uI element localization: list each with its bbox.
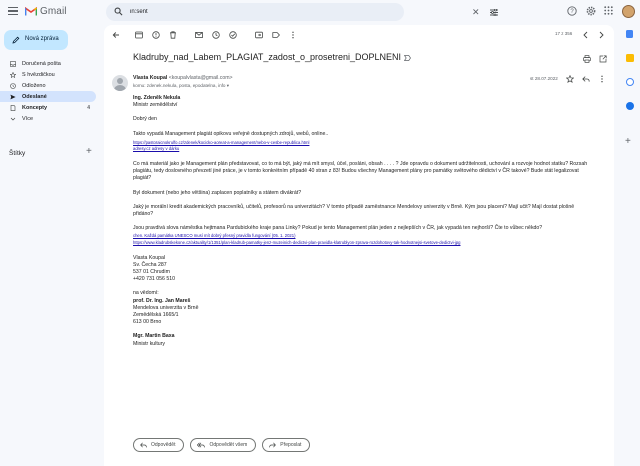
svg-text:?: ? <box>570 9 574 16</box>
paragraph-1: Takto vypadá Management plagiát opikovu veřejně dostupných zdrojů, webů, online.. <box>133 130 329 137</box>
sender-avatar[interactable] <box>112 75 128 91</box>
sidebar-item-inbox[interactable] <box>0 58 96 69</box>
search-input[interactable] <box>130 6 330 18</box>
reply-all-label: Odpovědět všem <box>209 442 248 448</box>
inbox-icon <box>10 61 16 67</box>
important-marker-icon[interactable] <box>404 55 411 61</box>
sidebar-item-sent[interactable] <box>0 91 96 102</box>
forward-button[interactable] <box>262 438 310 452</box>
sidebar-item-label: S hvězdičkou <box>22 71 55 78</box>
pagination-counter: 17 z 356 <box>555 31 573 36</box>
account-avatar[interactable] <box>622 5 635 18</box>
tasks-icon[interactable] <box>626 78 634 86</box>
pencil-icon <box>12 36 20 44</box>
reply-label: Odpovědět <box>151 442 176 448</box>
email-subject: Kladruby_nad_Labem_PLAGIAT_zadost_o_prosetreni_DOPLNENI <box>133 52 401 62</box>
cc-block <box>133 290 593 326</box>
cc2-title: Ministr kultury <box>133 340 165 347</box>
sender-email: <koupalvlasta@gmail.com> <box>168 75 233 81</box>
reply-icon[interactable] <box>582 75 590 83</box>
star-icon <box>10 72 16 78</box>
sidebar-nav <box>0 58 100 124</box>
help-icon[interactable] <box>567 6 577 16</box>
sidebar-item-label: Odloženo <box>22 82 46 89</box>
cc2-name: Mgr. Martin Baxa <box>133 333 175 340</box>
signature-city: 537 01 Chrudim <box>133 269 170 276</box>
main-menu-icon[interactable] <box>8 7 18 15</box>
reply-all-icon <box>197 442 205 448</box>
forward-label: Přeposlat <box>280 442 302 448</box>
recipients-text: komu: zdenek.nekula, posta, epodatelna, info <box>133 83 226 88</box>
link-4[interactable]: https://www.kladrubskekone.cz/aktuality/1/1351/plan-kladrub-pamatky-jenz-muzeinich-dedictvi-plan-pravidla-klatrublyon-zprava-rozdohotovy-tak-hodnotnejsi-svetove-dedictvi-jpg <box>133 240 461 246</box>
clock-icon <box>10 83 16 89</box>
paragraph-2: Co má materiál jako je Management plán představovat, co to má být, jaký má mít smysl, účel, posláni, obsah . . . . ? Jde opravdu o dokument udržitelnosti, uchování a rozvoje hodnot statku? Rozsah plagiátu, tedy doslovného převzetí jiné práce, je v tomto konkrétním případě 40 stran z 83! Budou všechny Management plány pro památky světového dědictví v ČR takové? Bude stát legalizovat plagiát? <box>133 161 588 182</box>
search-options-icon[interactable] <box>490 9 498 16</box>
email-date: st 28.07.2022 <box>530 76 558 81</box>
add-label-icon[interactable]: + <box>86 146 92 157</box>
cc2-block <box>133 333 593 347</box>
cc1-street: Zemědělská 1665/1 <box>133 312 179 319</box>
gmail-logo[interactable] <box>25 6 67 17</box>
cc1-name: prof. Dr. Ing. Jan Mareš <box>133 297 191 304</box>
open-new-window-icon[interactable] <box>599 55 607 63</box>
sender-line <box>133 75 233 81</box>
settings-icon[interactable] <box>586 6 596 16</box>
back-arrow-icon[interactable] <box>112 31 120 39</box>
add-task-icon[interactable] <box>229 31 237 39</box>
message-more-icon[interactable] <box>598 75 606 83</box>
chevron-down-icon <box>10 116 16 122</box>
reply-actions <box>133 438 310 452</box>
sidebar-item-label: Odeslané <box>22 93 47 100</box>
sidebar-item-snoozed[interactable] <box>0 80 96 91</box>
compose-button[interactable] <box>4 30 68 50</box>
drafts-count: 4 <box>87 104 90 111</box>
sidebar-item-more[interactable] <box>0 113 96 124</box>
older-chevron-icon[interactable] <box>598 31 605 39</box>
sidebar-item-label: Více <box>22 115 34 122</box>
gmail-wordmark: Gmail <box>40 6 67 17</box>
snooze-icon[interactable] <box>212 31 220 39</box>
report-spam-icon[interactable] <box>152 31 160 39</box>
paragraph-3: Byl dokument (nebo jeho většina) zaplacen poplatníky a státem divákrát? <box>133 189 302 196</box>
calendar-icon[interactable] <box>626 30 633 38</box>
send-icon <box>10 94 16 100</box>
star-icon[interactable] <box>566 75 574 83</box>
labels-heading: Štítky <box>9 150 26 157</box>
apps-grid-icon[interactable] <box>604 6 613 15</box>
cc1-city: 613 00 Brno <box>133 319 162 326</box>
link-1[interactable]: https://pastoraicnokrulfo.cz/zdenek/kocicko-aoreat-a-management/nebo-v-cesbe-republica.html <box>133 139 310 145</box>
paragraph-5: Jsou pravdivá slova náměstka hejtmana Pardubického kraje pana Linky? Pokud je tento Management plán jeden z nejlepších v ČR, jak vypadá ten nejhorší? Čte to vůbec někdo? <box>133 225 543 232</box>
signature-street: Sv. Čecha 287 <box>133 261 167 268</box>
sidebar-item-starred[interactable] <box>0 69 96 80</box>
delete-icon[interactable] <box>169 31 177 39</box>
compose-label: Nová zpráva <box>25 36 59 42</box>
forward-icon <box>269 442 276 448</box>
more-vert-icon[interactable] <box>289 31 297 39</box>
cc-heading: na vědomí: <box>133 290 159 297</box>
reply-all-button[interactable] <box>190 438 256 452</box>
addressee-title: Ministr zemědělství <box>133 102 178 109</box>
reply-icon <box>140 442 147 448</box>
sidebar-item-label: Doručená pošta <box>22 60 61 67</box>
message-panel <box>104 25 614 466</box>
archive-icon[interactable] <box>135 31 143 39</box>
addressee-name: Ing. Zdeněk Nekula <box>133 95 181 101</box>
top-bar <box>0 0 640 24</box>
keep-icon[interactable] <box>626 54 634 62</box>
gmail-m-icon <box>25 7 37 16</box>
draft-icon <box>10 105 16 111</box>
signature <box>133 255 593 284</box>
search-icon[interactable] <box>114 7 123 16</box>
move-to-icon[interactable] <box>255 31 263 39</box>
sidebar-item-label: Koncepty <box>22 104 48 111</box>
greeting: Dobrý den <box>133 116 157 123</box>
recipients-chevron-icon[interactable]: ▾ <box>226 83 230 88</box>
add-addon-icon[interactable]: + <box>625 136 631 147</box>
email-body <box>133 95 593 355</box>
paragraph-4: Jaký je morální kredit akademických pracovníků, učitelů, profesorů na univerzitách? V tomto případě zaměstnance Mendelovy univerzity v Brně. Kým jsou placeni? Mají učit? Mají dostat plošně přidáno? <box>133 203 575 218</box>
signature-name: Vlasta Koupal <box>133 254 166 261</box>
clear-search-icon[interactable]: ✕ <box>472 7 480 17</box>
newer-chevron-icon[interactable] <box>582 31 589 39</box>
sidebar-item-drafts[interactable] <box>0 102 96 113</box>
search-bar[interactable] <box>106 3 480 21</box>
link-2[interactable]: adresy.cz adresy v dárku <box>133 146 180 152</box>
recipients-line[interactable] <box>133 83 229 89</box>
mark-unread-icon[interactable] <box>195 31 203 39</box>
contacts-icon[interactable] <box>626 102 634 110</box>
link-3[interactable]: chen. Každá památka UNESCO musí mít dobrý přesný pravidla fungování (05. 1. 2021) <box>133 233 296 239</box>
sender-name[interactable]: Vlasta Koupal <box>133 75 168 81</box>
signature-phone: +420 731 056 510 <box>133 276 175 283</box>
reply-button[interactable] <box>133 438 184 452</box>
cc1-org: Mendelova univerzita v Brně <box>133 304 199 311</box>
print-icon[interactable] <box>583 55 591 63</box>
label-icon[interactable] <box>272 31 280 39</box>
